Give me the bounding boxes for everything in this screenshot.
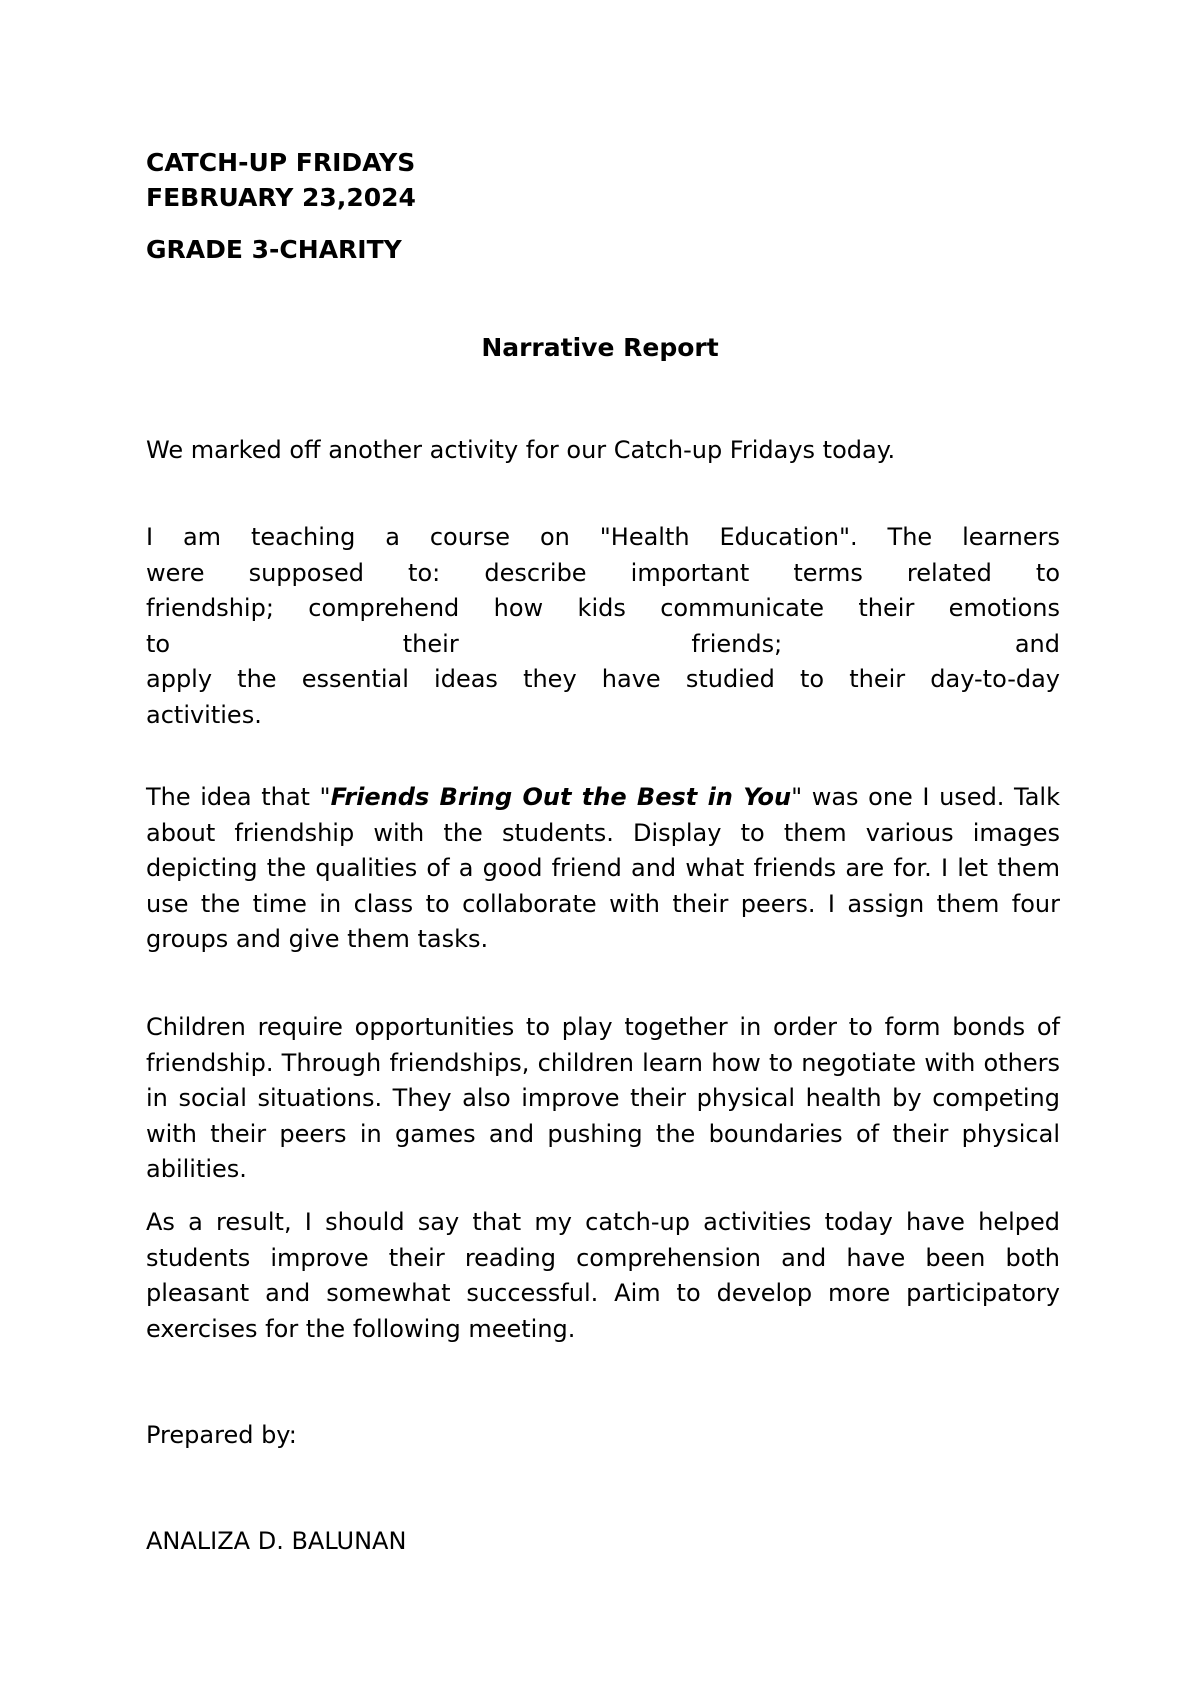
idea-emphasis: Friends Bring Out the Best in You [330, 783, 792, 811]
grade-section: GRADE 3-CHARITY [146, 235, 402, 264]
signer-name: ANALIZA D. BALUNAN [146, 1527, 407, 1555]
paragraph-objectives [146, 520, 1060, 734]
event-title: CATCH-UP FRIDAYS [146, 148, 416, 177]
idea-text-before: The idea that " [146, 783, 331, 811]
objectives-line: apply the essential ideas they have studied to their day-to-day [146, 665, 1060, 694]
event-date: FEBRUARY 23,2024 [146, 183, 416, 212]
paragraph-friendship: Children require opportunities to play together in order to form bonds of friendship. Through friendships, children learn how to negotiate with others in social situations. They also improve their physical health by competing with their peers in games and pushing the boundaries of their physical abilities. [146, 1013, 1060, 1184]
document-title: Narrative Report [481, 333, 719, 362]
header-block [146, 145, 416, 215]
objectives-line: I am teaching a course on "Health Education". The learners [146, 523, 1060, 551]
paragraph-idea [146, 780, 1060, 958]
idea-text-after: " was one I [791, 783, 930, 811]
prepared-by-label: Prepared by: [146, 1421, 297, 1449]
objectives-line: were supposed to: describe important terms related to [146, 558, 1060, 587]
objectives-line: to their friends; and [146, 629, 1060, 658]
idea-text-rest: used. Talk about friendship with the students. Display to them various images depicting the qualities of a good friend and what friends are for. I let them use the time in class to collaborate with their peers. I assign them four groups and give them tasks. [146, 783, 1060, 954]
objectives-line: friendship; comprehend how kids communicate their emotions [146, 594, 1060, 623]
paragraph-conclusion: As a result, I should say that my catch-up activities today have helped students improve their reading comprehension and have been both pleasant and somewhat successful. Aim to develop more participatory exercises for the following meeting. [146, 1208, 1060, 1343]
paragraph-intro: We marked off another activity for our Catch-up Fridays today. [146, 436, 896, 464]
objectives-line: activities. [146, 700, 262, 729]
